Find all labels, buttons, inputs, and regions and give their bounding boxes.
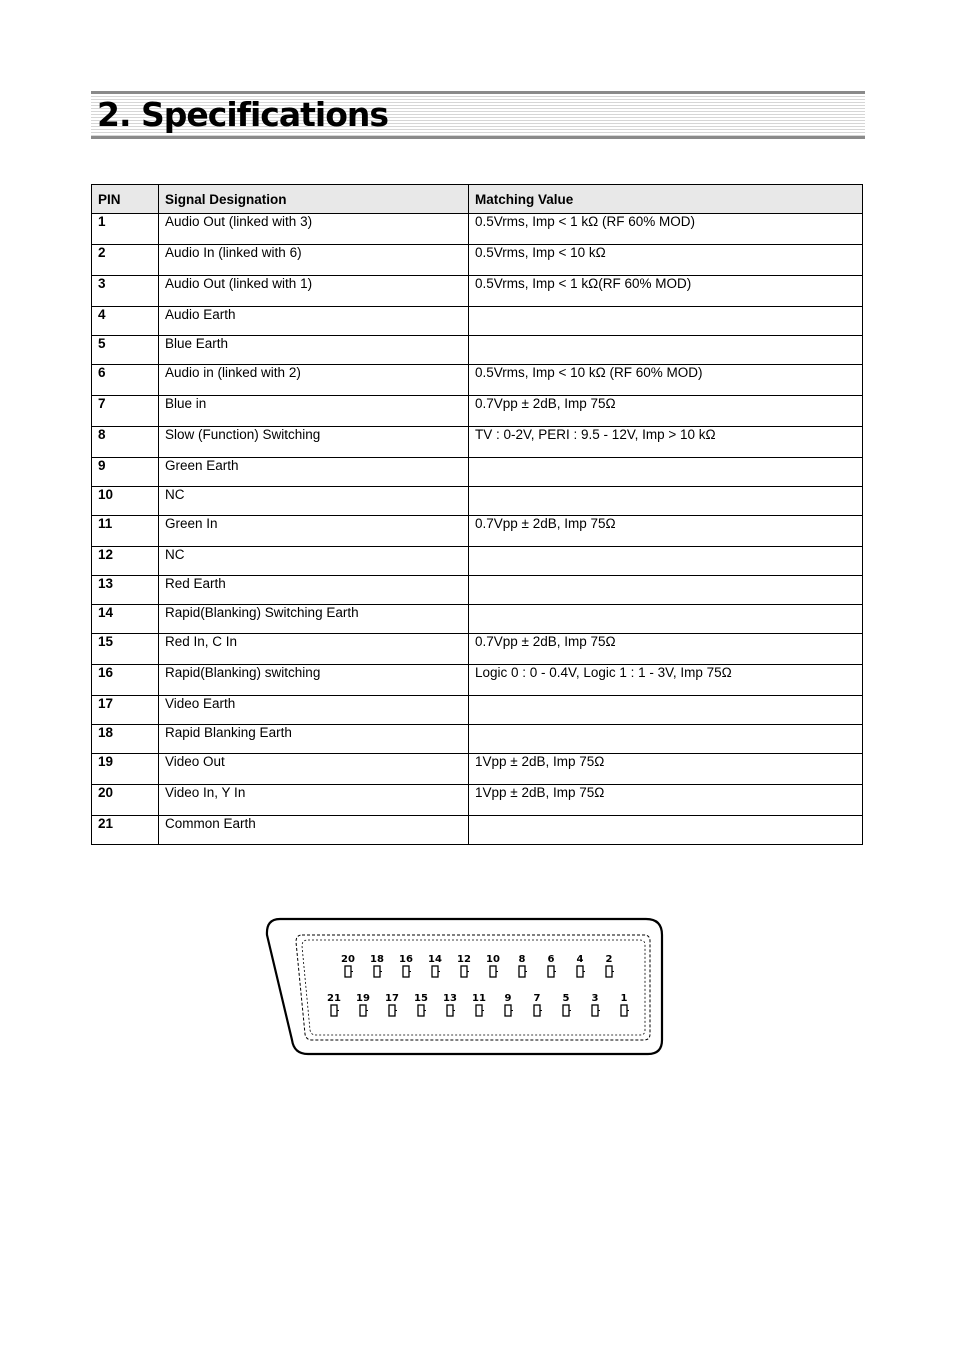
pin-contact: [418, 1005, 424, 1016]
pin-label: 5: [562, 993, 570, 1004]
pin-label: 13: [443, 993, 457, 1004]
pin-contact: [403, 966, 409, 977]
pin-label: 9: [504, 993, 512, 1004]
pin-label: 21: [327, 993, 341, 1004]
pin-contact: [461, 966, 467, 977]
pin-contact: [621, 1005, 627, 1016]
header-signal-designation: Signal Designation: [159, 185, 469, 214]
signal-cell: Green In: [159, 516, 469, 547]
table-row: [92, 276, 863, 307]
pin-cell: 1: [92, 214, 159, 245]
signal-cell: NC: [159, 547, 469, 576]
value-cell: [469, 605, 863, 634]
pin-contact: [432, 966, 438, 977]
table-row: [92, 307, 863, 336]
signal-cell: Blue Earth: [159, 336, 469, 365]
value-cell: [469, 816, 863, 845]
value-cell: 0.5Vrms, Imp < 1 kΩ(RF 60% MOD): [469, 276, 863, 307]
pin-label: 6: [547, 954, 555, 965]
signal-cell: Audio In (linked with 6): [159, 245, 469, 276]
pin-label: 15: [414, 993, 428, 1004]
table-row: [92, 487, 863, 516]
pin-cell: 14: [92, 605, 159, 634]
pin-contact: [606, 966, 612, 977]
pin-contact: [563, 1005, 569, 1016]
pin-cell: 17: [92, 696, 159, 725]
signal-cell: Video Out: [159, 754, 469, 785]
pin-contact: [592, 1005, 598, 1016]
table-row: [92, 725, 863, 754]
pin-contact: [331, 1005, 337, 1016]
pin-cell: 11: [92, 516, 159, 547]
value-cell: 0.7Vpp ± 2dB, Imp 75Ω: [469, 516, 863, 547]
value-cell: [469, 336, 863, 365]
connector-bottom-row: [327, 993, 629, 1016]
pin-label: 7: [533, 993, 541, 1004]
pin-contact: [505, 1005, 511, 1016]
connector-inner-outline: [296, 935, 650, 1040]
pin-label: 17: [385, 993, 399, 1004]
value-cell: [469, 696, 863, 725]
signal-cell: Blue in: [159, 396, 469, 427]
pin-contact: [548, 966, 554, 977]
connector-outline: [267, 919, 662, 1054]
table-row: [92, 516, 863, 547]
signal-cell: Red Earth: [159, 576, 469, 605]
signal-cell: Audio in (linked with 2): [159, 365, 469, 396]
table-row: [92, 547, 863, 576]
value-cell: [469, 547, 863, 576]
signal-cell: Green Earth: [159, 458, 469, 487]
value-cell: 0.5Vrms, Imp < 1 kΩ (RF 60% MOD): [469, 214, 863, 245]
pin-cell: 2: [92, 245, 159, 276]
signal-cell: Red In, C In: [159, 634, 469, 665]
pin-contact: [490, 966, 496, 977]
table-row: [92, 605, 863, 634]
table-row: [92, 754, 863, 785]
table-row: [92, 458, 863, 487]
pin-cell: 10: [92, 487, 159, 516]
pin-contact: [519, 966, 525, 977]
value-cell: 0.5Vrms, Imp < 10 kΩ (RF 60% MOD): [469, 365, 863, 396]
value-cell: 0.5Vrms, Imp < 10 kΩ: [469, 245, 863, 276]
value-cell: 1Vpp ± 2dB, Imp 75Ω: [469, 754, 863, 785]
signal-cell: Common Earth: [159, 816, 469, 845]
signal-cell: Video In, Y In: [159, 785, 469, 816]
pin-cell: 20: [92, 785, 159, 816]
table-row: [92, 785, 863, 816]
value-cell: [469, 576, 863, 605]
pin-label: 10: [486, 954, 500, 965]
pin-label: 14: [428, 954, 442, 965]
title-band: [91, 91, 865, 139]
pin-label: 18: [370, 954, 384, 965]
pin-specification-table: [91, 184, 863, 845]
signal-cell: Rapid Blanking Earth: [159, 725, 469, 754]
pin-cell: 6: [92, 365, 159, 396]
pin-cell: 21: [92, 816, 159, 845]
value-cell: TV : 0-2V, PERI : 9.5 - 12V, Imp > 10 kΩ: [469, 427, 863, 458]
pin-contact: [389, 1005, 395, 1016]
pin-label: 3: [591, 993, 599, 1004]
pin-cell: 8: [92, 427, 159, 458]
pin-contact: [447, 1005, 453, 1016]
signal-cell: Video Earth: [159, 696, 469, 725]
table-row: [92, 576, 863, 605]
value-cell: [469, 307, 863, 336]
scart-connector-diagram: [264, 916, 666, 1058]
pin-contact: [360, 1005, 366, 1016]
table-body: [92, 214, 863, 845]
table-row: [92, 665, 863, 696]
pin-label: 2: [605, 954, 613, 965]
value-cell: [469, 458, 863, 487]
table-header-row: [92, 185, 863, 214]
pin-contact: [345, 966, 351, 977]
signal-cell: Audio Out (linked with 1): [159, 276, 469, 307]
header-pin: PIN: [92, 185, 159, 214]
pin-label: 1: [620, 993, 628, 1004]
signal-cell: Audio Earth: [159, 307, 469, 336]
pin-cell: 3: [92, 276, 159, 307]
value-cell: 0.7Vpp ± 2dB, Imp 75Ω: [469, 396, 863, 427]
pin-label: 11: [472, 993, 486, 1004]
table-row: [92, 427, 863, 458]
value-cell: [469, 487, 863, 516]
pin-cell: 4: [92, 307, 159, 336]
table-row: [92, 365, 863, 396]
pin-label: 20: [341, 954, 355, 965]
table-row: [92, 245, 863, 276]
table-row: [92, 214, 863, 245]
pin-label: 12: [457, 954, 471, 965]
value-cell: 0.7Vpp ± 2dB, Imp 75Ω: [469, 634, 863, 665]
pin-cell: 18: [92, 725, 159, 754]
pin-cell: 19: [92, 754, 159, 785]
pin-cell: 13: [92, 576, 159, 605]
value-cell: Logic 0 : 0 - 0.4V, Logic 1 : 1 - 3V, Imp 75Ω: [469, 665, 863, 696]
table-row: [92, 336, 863, 365]
pin-contact: [577, 966, 583, 977]
table-row: [92, 396, 863, 427]
pin-contact: [534, 1005, 540, 1016]
table-row: [92, 816, 863, 845]
signal-cell: Rapid(Blanking) Switching Earth: [159, 605, 469, 634]
signal-cell: Rapid(Blanking) switching: [159, 665, 469, 696]
value-cell: [469, 725, 863, 754]
pin-label: 19: [356, 993, 370, 1004]
pin-cell: 16: [92, 665, 159, 696]
pin-cell: 9: [92, 458, 159, 487]
value-cell: 1Vpp ± 2dB, Imp 75Ω: [469, 785, 863, 816]
signal-cell: Audio Out (linked with 3): [159, 214, 469, 245]
pin-label: 16: [399, 954, 413, 965]
pin-cell: 15: [92, 634, 159, 665]
header-matching-value: Matching Value: [469, 185, 863, 214]
table-row: [92, 696, 863, 725]
pin-contact: [374, 966, 380, 977]
signal-cell: NC: [159, 487, 469, 516]
pin-label: 4: [576, 954, 584, 965]
signal-cell: Slow (Function) Switching: [159, 427, 469, 458]
pin-label: 8: [518, 954, 526, 965]
table-row: [92, 634, 863, 665]
pin-cell: 5: [92, 336, 159, 365]
page-title: 2. Specifications: [97, 95, 389, 134]
pin-cell: 7: [92, 396, 159, 427]
pin-contact: [476, 1005, 482, 1016]
connector-top-row: [341, 954, 614, 977]
pin-cell: 12: [92, 547, 159, 576]
